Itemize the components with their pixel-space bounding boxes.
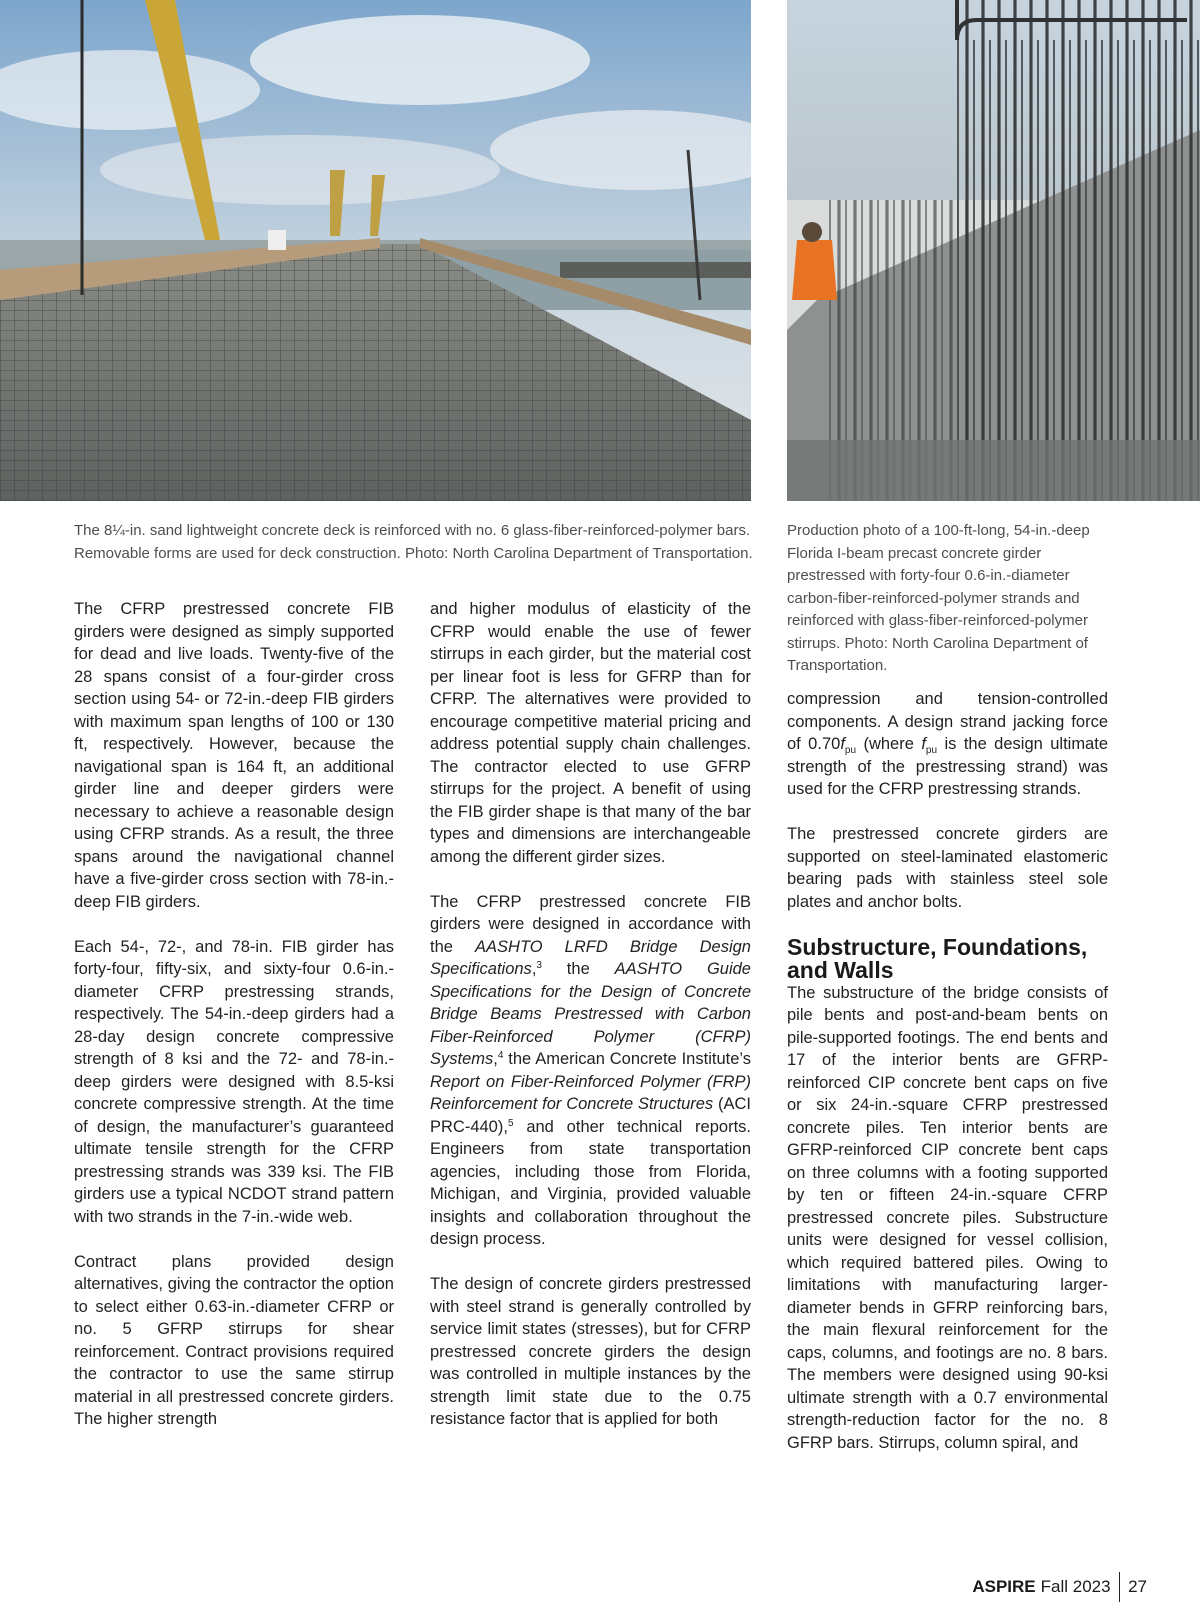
caption-left-photo: The 8¼-in. sand lightweight concrete deck is reinforced with no. 6 glass-fiber-reinforced-polymer bars. Removable forms are used for deck construction. Photo: North Carolina Department of Transportation. xyxy=(74,522,753,562)
bridge-deck-photo xyxy=(0,0,751,501)
page-number: 27 xyxy=(1128,1577,1147,1596)
paragraph: Contract plans provided design alternatives, giving the contractor the option to select either 0.63-in.-diameter CFRP or no. 5 GFRP stirrups for shear reinforcement. Contract provisions required the contractor to use the same stirrup material in all prestressed concrete girders. The higher strength xyxy=(74,1252,394,1428)
paragraph: The prestressed concrete girders are supported on steel-laminated elastomeric bearing pads with stainless steel sole plates and anchor bolts. xyxy=(787,825,1108,911)
issue-label: Fall 2023 xyxy=(1040,1577,1111,1596)
column-2 xyxy=(430,598,751,1431)
section-heading: Substructure, Foundations, and Walls xyxy=(787,933,1088,983)
footnote-ref: 3 xyxy=(536,960,542,971)
column-1 xyxy=(74,598,394,1431)
paragraph: The CFRP prestressed concrete FIB girders were designed as simply supported for dead and live loads. Twenty-five of the 28 spans consist of a four-girder cross section using 54- or 72-in.-deep FIB girders with maximum span lengths of 100 or 130 ft, respectively. However, because the navigational span is 164 ft, an additional girder line and deeper girders were necessary to achieve a reasonable design using CFRP strands. As a result, the three spans around the navigational channel have a five-girder cross section with 78-in.-deep FIB girders. xyxy=(74,600,394,911)
paragraph-jacking-force: compression and tension-controlled components. A design strand jacking force of $0.70f_{pu}$ (where $f_{pu}$ is the design ultimate strength of the prestressing strand) was used for the CFRP prestressing strands. xyxy=(787,690,1108,798)
girder-production-photo xyxy=(787,0,1200,501)
paragraph: The substructure of the bridge consists of pile bents and post-and-beam bents on pile-supported footings. The end bents and 17 of the interior bents are GFRP-reinforced CIP concrete bent caps on five or six 24-in.-square CFRP prestressed concrete piles. Ten interior bents are GFRP-reinforced CIP concrete bent caps on three columns with a footing supported by ten or fifteen 24-in.-square CFRP prestressed concrete piles. Substructure units were designed for vessel collision, which required battered piles. Owing to limitations with manufacturing larger-diameter bends in GFRP reinforcing bars, the main flexural reinforcement for the caps, columns, and footings are no. 8 bars. The members were designed using 90-ksi ultimate strength with a 0.7 environmental strength-reduction factor for the no. 8 GFRP bars. Stirrups, column spiral, and xyxy=(787,983,1108,1452)
paragraph: and higher modulus of elasticity of the CFRP would enable the use of fewer stirrups in each girder, but the material cost per linear foot is less for GFRP than for CFRP. The alternatives were provided to encourage competitive material pricing and address potential supply chain challenges. The contractor elected to use GFRP stirrups for the project. A benefit of using the FIB girder shape is that many of the bar types and dimensions are interchangeable among the different girder sizes. xyxy=(430,600,751,866)
paragraph: The design of concrete girders prestressed with steel strand is generally controlled by service limit states (stresses), but for CFRP prestressed concrete girders the design was controlled in multiple instances by the strength limit state due to the 0.75 resistance factor that is applied for both xyxy=(430,1275,751,1428)
reference-title: AASHTO LRFD Bridge Design Specifications xyxy=(430,937,751,978)
magazine-name: ASPIRE xyxy=(972,1577,1036,1596)
bridge-deck-illustration xyxy=(0,0,751,501)
footnote-ref: 4 xyxy=(497,1050,504,1061)
caption-right-photo: Production photo of a 100-ft-long, 54-in.-deep Florida I-beam precast concrete girder prestressed with forty-four 0.6-in.-diameter carbon-fiber-reinforced-polymer strands and reinforced with glass-fiber-reinforced-polymer stirrups. Photo: North Carolina Department of Transportation. xyxy=(787,522,1090,674)
footer-divider xyxy=(1119,1572,1121,1602)
page-footer xyxy=(972,1572,1147,1602)
paragraph-references: The CFRP prestressed concrete FIB girders were designed in accordance with the AASHTO LRFD Bridge Design Specifications,$^3$ the AASHTO Guide Specifications for the Design of Concrete Bridge Beams Prestressed with Carbon Fiber-Reinforced Polymer (CFRP) Systems,$^4$ the American Concrete Institute’s Report on Fiber-Reinforced Polymer (FRP) Reinforcement for Concrete Structures (ACI PRC-440),$^5$ and other technical reports. Engineers from state transportation agencies, including those from Florida, Michigan, and Virginia, provided valuable insights and collaboration throughout the design process. xyxy=(430,892,751,1248)
column-3 xyxy=(787,688,1108,1454)
girder-reinforcement-illustration xyxy=(787,0,1200,501)
reference-title: Report on Fiber-Reinforced Polymer (FRP) Reinforcement for Concrete Structures xyxy=(430,1072,751,1113)
paragraph: Each 54-, 72-, and 78-in. FIB girder has forty-four, fifty-six, and sixty-four 0.6-in.-diameter CFRP prestressing strands, respectively. The 54-in.-deep girders had a 28-day design concrete compressive strength of 8 ksi and the 72- and 78-in.-deep girders were designed with 8.5-ksi concrete compressive strength. At the time of design, the manufacturer’s guaranteed ultimate tensile strength for the CFRP prestressing strands was 339 ksi. The FIB girders use a typical NCDOT strand pattern with two strands in the 7-in.-wide web. xyxy=(74,937,394,1226)
reference-title: AASHTO Guide Specifications for the Design of Concrete Bridge Beams Prestressed with Carbon Fiber-Reinforced Polymer (CFRP) Systems xyxy=(430,960,751,1068)
footnote-ref: 5 xyxy=(507,1117,514,1129)
